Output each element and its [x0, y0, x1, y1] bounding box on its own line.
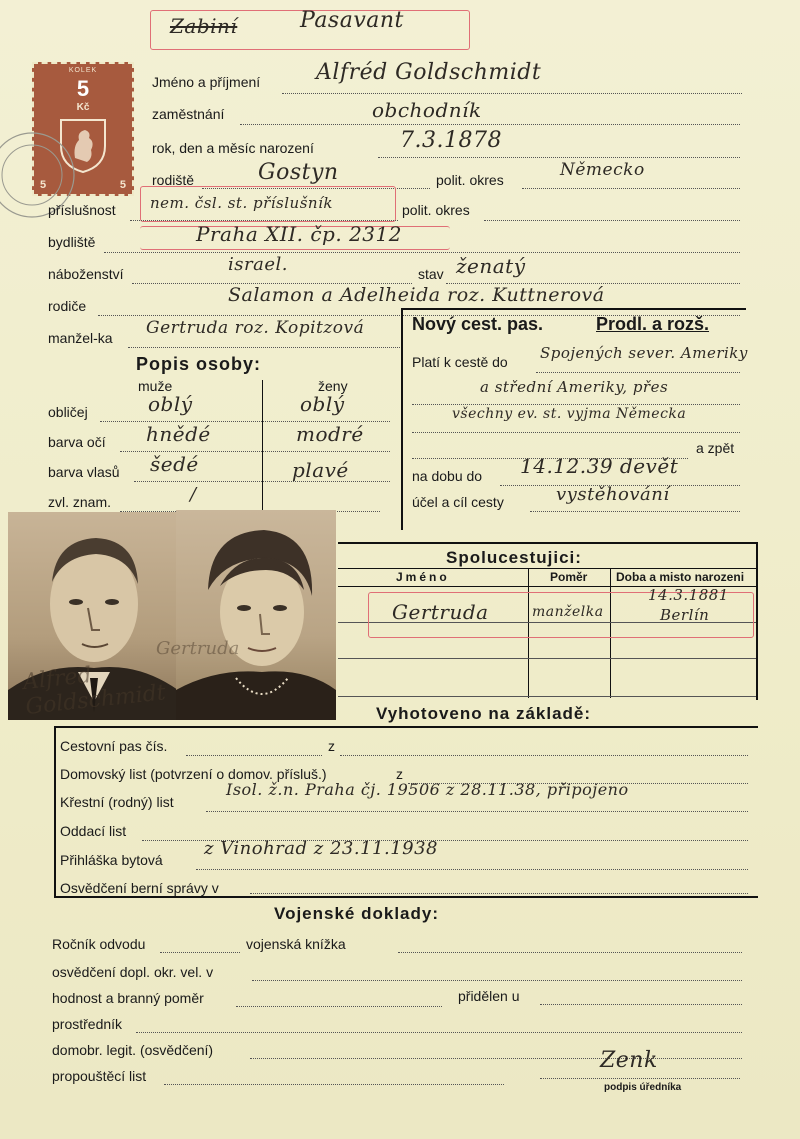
value-eyes-men: hnědé [146, 422, 211, 446]
rank-line [236, 1006, 442, 1007]
value-face-men: oblý [148, 392, 193, 416]
stamp-corner-left: 5 [40, 179, 47, 191]
value-birthplace: Gostyn [258, 160, 339, 185]
stamp-currency: Kč [76, 102, 90, 113]
label-passport-z: z [328, 738, 335, 754]
hair-line [134, 481, 390, 482]
military-title: Vojenské doklady: [274, 904, 440, 923]
stamp-top-text: KOLEK [68, 67, 98, 74]
value-destination-3: všechny ev. st. vyjma Německa [452, 406, 687, 422]
header-crossed-word: Zabiní [170, 14, 238, 38]
legitimation-line [250, 1058, 742, 1059]
label-birthdate: rok, den a měsíc narození [152, 140, 314, 156]
passport-z-line [340, 755, 748, 756]
photo-signature-woman: Gertruda [156, 638, 240, 659]
companion-birth-date: 14.3.1881 [648, 586, 729, 604]
value-birth-cert: Isol. ž.n. Praha čj. 19506 z 28.11.38, připojeno [226, 780, 629, 799]
photo-signature-man: Alfred Goldschmidt [21, 663, 167, 720]
col-women: ženy [318, 378, 348, 394]
companions-title: Spolucestujici: [446, 548, 582, 567]
label-birthplace: rodiště [152, 172, 195, 188]
companion-relation: manželka [532, 604, 604, 620]
woman-portrait-icon [176, 510, 336, 720]
label-marks: zvl. znam. [48, 494, 112, 510]
label-official-signature: podpis úředníka [604, 1082, 682, 1093]
intermediary-line [136, 1032, 742, 1033]
value-marks-men: / [190, 484, 197, 505]
label-valid-for: Platí k cestě do [412, 354, 508, 370]
passport-no-line [186, 755, 322, 756]
label-eyes: barva očí [48, 434, 106, 450]
label-citizenship-district: polit. okres [402, 202, 470, 218]
value-destination-2: a střední Ameriky, přes [480, 378, 669, 396]
dest-line-3 [412, 432, 740, 433]
value-residence-report: z Vinohrad z 23.11.1938 [204, 838, 439, 859]
label-name: Jméno a příjmení [152, 74, 261, 90]
purpose-line [530, 511, 740, 512]
label-purpose: účel a cíl cesty [412, 494, 504, 510]
basis-box-left [54, 726, 56, 898]
stamp-value: 5 [76, 76, 90, 101]
value-purpose: vystěhování [556, 484, 670, 505]
label-residence: bydliště [48, 234, 96, 250]
birthdate-line [378, 157, 740, 158]
value-face-women: oblý [300, 392, 345, 416]
basis-box-bottom [54, 896, 758, 898]
label-spouse: manžel-ka [48, 330, 113, 346]
value-hair-men: šedé [150, 452, 199, 476]
label-birth-cert: Křestní (rodný) list [60, 794, 174, 810]
companions-row-line-3 [338, 696, 756, 697]
label-religion: náboženství [48, 266, 124, 282]
description-title: Popis osoby: [136, 354, 262, 374]
description-divider [262, 380, 263, 516]
value-birth-district: Německo [560, 160, 645, 180]
citizenship-district-line [484, 220, 740, 221]
companions-box-right [756, 542, 758, 700]
companion-birth-place: Berlín [660, 606, 710, 624]
col-men: muže [138, 378, 173, 394]
basis-box-top [54, 726, 758, 728]
companions-box-top [338, 542, 758, 544]
dest-line-1 [536, 372, 740, 373]
companions-row-line-2 [338, 658, 756, 659]
col-companion-name: Jméno [396, 570, 450, 584]
military-book-line [398, 952, 742, 953]
label-call-up-year: Ročník odvodu [52, 936, 146, 952]
dest-line-2 [412, 404, 740, 405]
basis-title: Vyhotoveno na základě: [376, 704, 592, 723]
label-until: na dobu do [412, 468, 483, 484]
label-marital-status: stav [418, 266, 444, 282]
value-hair-women: plavé [292, 458, 349, 482]
passport-box-left-border [401, 308, 403, 530]
value-destination-1: Spojených sever. Ameriky [540, 344, 748, 362]
value-until: 14.12.39 devět [520, 454, 679, 478]
value-religion: israel. [228, 254, 288, 275]
label-intermediary: prostředník [52, 1016, 123, 1032]
birth-cert-line [206, 811, 748, 812]
citizenship-line [130, 220, 398, 221]
col-companion-birth: Doba a misto narozeni [616, 570, 745, 584]
label-discharge: propouštěcí list [52, 1068, 147, 1084]
value-occupation: obchodník [372, 98, 482, 122]
label-military-book: vojenská knížka [246, 936, 346, 952]
label-citizenship: příslušnost [48, 202, 116, 218]
label-tax-office: Osvědčení berní správy v [60, 880, 219, 896]
tax-line [250, 893, 748, 894]
name-line [282, 93, 742, 94]
value-birthdate: 7.3.1878 [400, 128, 502, 153]
label-residence-report: Přihláška bytová [60, 852, 163, 868]
label-hair: barva vlasů [48, 464, 120, 480]
birth-district-line [522, 188, 740, 189]
label-face: obličej [48, 404, 88, 420]
label-parents: rodiče [48, 298, 87, 314]
label-passport-no: Cestovní pas čís. [60, 738, 168, 754]
label-birth-district: polit. okres [436, 172, 504, 188]
residence-line [104, 252, 740, 253]
companion-name: Gertruda [392, 600, 489, 624]
col-companion-relation: Poměr [550, 570, 588, 584]
value-spouse: Gertruda roz. Kopitzová [146, 318, 365, 338]
value-citizenship: nem. čsl. st. příslušník [150, 194, 333, 212]
value-parents: Salamon a Adelheida roz. Kuttnerová [228, 284, 605, 306]
official-signature: Zenk [600, 1048, 658, 1073]
label-recruitment-cert: osvědčení dopl. okr. vel. v [52, 964, 214, 980]
companions-header-bottom [338, 568, 758, 569]
label-marriage-cert: Oddací list [60, 823, 127, 839]
official-signature-line [540, 1078, 740, 1079]
label-domicile-z: z [396, 766, 403, 782]
renewal-label: Prodl. a rozš. [596, 314, 710, 334]
recruitment-cert-line [252, 980, 742, 981]
occupation-line [240, 124, 740, 125]
discharge-line [164, 1084, 504, 1085]
spouse-line [128, 347, 400, 348]
value-residence: Praha XII. čp. 2312 [196, 222, 402, 246]
passport-box-top-border [401, 308, 746, 310]
value-eyes-women: modré [296, 422, 364, 446]
assigned-line [540, 1004, 742, 1005]
residence-report-line [196, 869, 748, 870]
photo-woman [156, 510, 336, 720]
photo-man [8, 512, 178, 720]
label-and-back: a zpět [696, 440, 735, 456]
value-marital-status: ženatý [456, 254, 526, 278]
label-domicile: Domovský list (potvrzení o domov. přísluš.) [60, 766, 327, 782]
value-name: Alfréd Goldschmidt [316, 60, 542, 85]
label-assigned: přidělen u [458, 988, 520, 1004]
stamp-corner-right: 5 [119, 179, 126, 191]
new-passport-label: Nový cest. pas. [412, 314, 544, 334]
label-legitimation: domobr. legit. (osvědčení) [52, 1042, 214, 1058]
label-occupation: zaměstnání [152, 106, 225, 122]
coat-of-arms-icon [57, 116, 109, 174]
call-up-year-line [160, 952, 240, 953]
header-word: Pasavant [300, 8, 404, 33]
label-rank: hodnost a branný poměr [52, 990, 204, 1006]
